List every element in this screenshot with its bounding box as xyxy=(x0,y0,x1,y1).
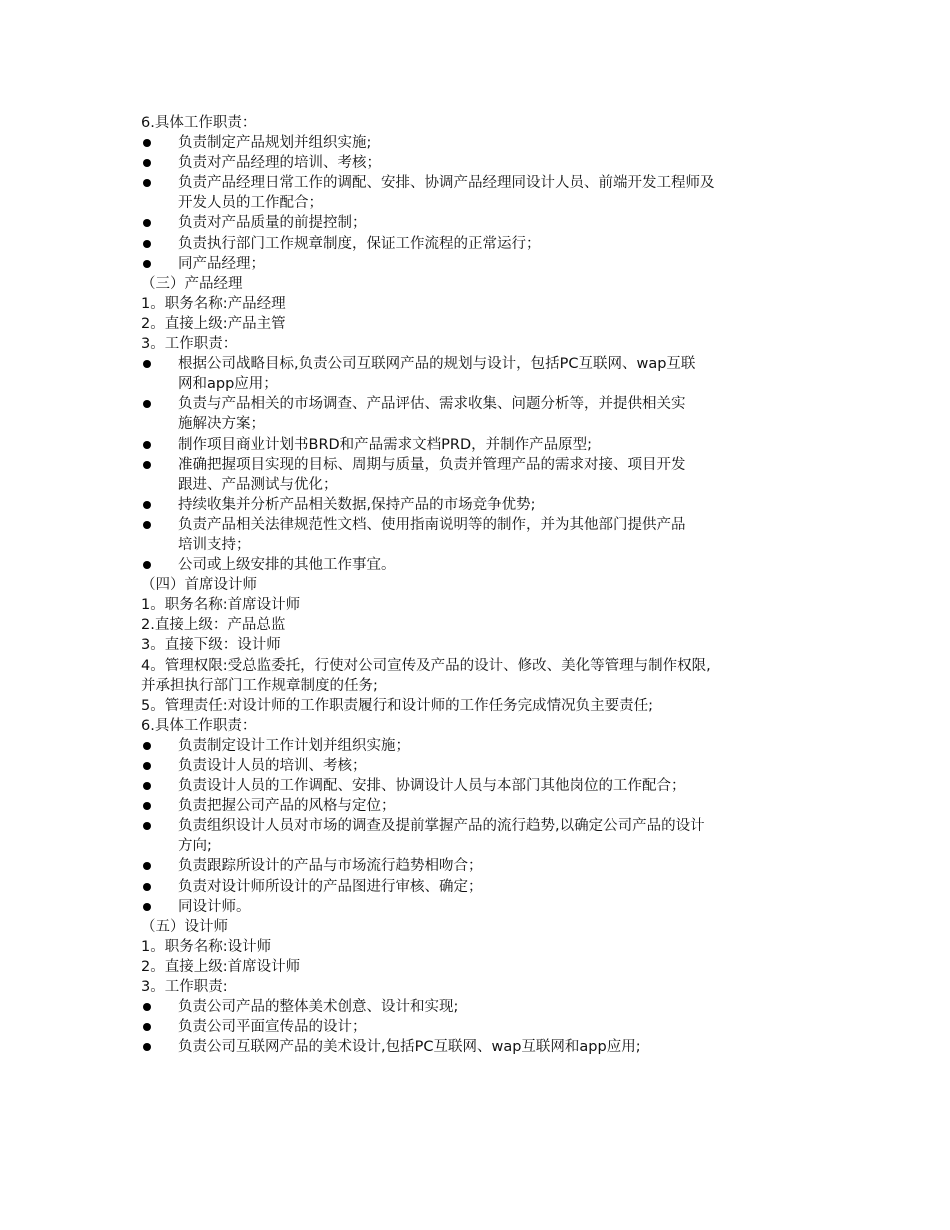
list-item: 同设计师。 xyxy=(141,897,821,917)
bullet-icon xyxy=(143,822,151,830)
list-item: 持续收集并分析产品相关数据,保持产品的市场竞争优势; xyxy=(141,495,821,515)
section-heading: 6.具体工作职责： xyxy=(141,115,257,131)
text-line: 3。直接下级：设计师 xyxy=(141,637,281,654)
text-line: 2。直接上级:产品主管 xyxy=(141,315,286,332)
text-line: 3。工作职责： xyxy=(141,336,238,353)
bullet-icon xyxy=(143,441,151,449)
section-heading: （四）首席设计师 xyxy=(141,577,257,594)
text-line: 1。职务名称:设计师 xyxy=(141,938,272,955)
text-line: 1。职务名称:首席设计师 xyxy=(141,597,301,614)
text-line: 2。直接上级:首席设计师 xyxy=(141,958,301,975)
list-item: 负责对产品经理的培训、考核； xyxy=(141,153,821,173)
bullet-icon xyxy=(143,762,151,770)
bullet-icon xyxy=(143,159,151,167)
section-heading: （五）设计师 xyxy=(141,918,228,935)
text-line: 3。工作职责: xyxy=(141,979,228,996)
list-item: 负责执行部门工作规章制度，保证工作流程的正常运行； xyxy=(141,234,821,254)
list-item: 负责把握公司产品的风格与定位； xyxy=(141,796,821,816)
section-heading: （三）产品经理 xyxy=(141,275,243,292)
list-item: 负责跟踪所设计的产品与市场流行趋势相吻合； xyxy=(141,856,821,876)
list-item: 负责制定产品规划并组织实施; xyxy=(141,133,821,153)
bullet-icon xyxy=(143,219,151,227)
text-line: 1。职务名称:产品经理 xyxy=(141,295,286,312)
list-item: 负责组织设计人员对市场的调查及提前掌握产品的流行趋势,以确定公司产品的设计 方向; xyxy=(141,816,821,856)
bullet-icon xyxy=(143,360,151,368)
bullet-icon xyxy=(143,802,151,810)
list-item: 负责对产品质量的前提控制； xyxy=(141,213,821,233)
bullet-icon xyxy=(143,1003,151,1011)
bullet-icon xyxy=(143,400,151,408)
bullet-icon xyxy=(143,1043,151,1051)
bullet-icon xyxy=(143,260,151,268)
bullet-icon xyxy=(143,782,151,790)
list-item: 负责产品相关法律规范性文档、使用指南说明等的制作，并为其他部门提供产品 培训支持； xyxy=(141,515,821,555)
list-item: 公司或上级安排的其他工作事宜。 xyxy=(141,555,821,575)
bullet-icon xyxy=(143,461,151,469)
list-item: 负责对设计师所设计的产品图进行审核、确定； xyxy=(141,877,821,897)
bullet-icon xyxy=(143,561,151,569)
list-item: 准确把握项目实现的目标、周期与质量，负责并管理产品的需求对接、项目开发 跟进、产品测试与优化； xyxy=(141,455,821,495)
bullet-icon xyxy=(143,240,151,248)
text-line: 5。管理责任:对设计师的工作职责履行和设计师的工作任务完成情况负主要责任; xyxy=(141,697,653,714)
bullet-icon xyxy=(143,903,151,911)
text-line: 4。管理权限:受总监委托，行使对公司宣传及产品的设计、修改、美化等管理与制作权限, xyxy=(141,657,711,674)
bullet-icon xyxy=(143,1023,151,1031)
section-heading: 6.具体工作职责： xyxy=(141,717,257,734)
text-line: 2.直接上级：产品总监 xyxy=(141,617,286,634)
bullet-icon xyxy=(143,179,151,187)
list-item: 负责公司产品的整体美术创意、设计和实现; xyxy=(141,997,821,1017)
list-item: 制作项目商业计划书BRD和产品需求文档PRD，并制作产品原型; xyxy=(141,435,821,455)
list-item: 负责设计人员的培训、考核； xyxy=(141,756,821,776)
list-item: 同产品经理； xyxy=(141,254,821,274)
bullet-icon xyxy=(143,742,151,750)
list-item: 负责公司互联网产品的美术设计,包括PC互联网、wap互联网和app应用; xyxy=(141,1037,821,1057)
list-item: 根据公司战略目标,负责公司互联网产品的规划与设计，包括PC互联网、wap互联 网和app应用； xyxy=(141,354,821,394)
list-item: 负责产品经理日常工作的调配、安排、协调产品经理同设计人员、前端开发工程师及 开发人员的工作配合； xyxy=(141,173,821,213)
list-item: 负责设计人员的工作调配、安排、协调设计人员与本部门其他岗位的工作配合； xyxy=(141,776,821,796)
bullet-icon xyxy=(143,862,151,870)
bullet-icon xyxy=(143,521,151,529)
document-page xyxy=(141,113,821,1057)
text-line: 并承担执行部门工作规章制度的任务; xyxy=(141,677,378,694)
bullet-icon xyxy=(143,501,151,509)
list-item: 负责制定设计工作计划并组织实施； xyxy=(141,736,821,756)
bullet-icon xyxy=(143,883,151,891)
bullet-icon xyxy=(143,139,151,147)
list-item: 负责公司平面宣传品的设计； xyxy=(141,1017,821,1037)
list-item: 负责与产品相关的市场调查、产品评估、需求收集、问题分析等，并提供相关实 施解决方案； xyxy=(141,394,821,434)
